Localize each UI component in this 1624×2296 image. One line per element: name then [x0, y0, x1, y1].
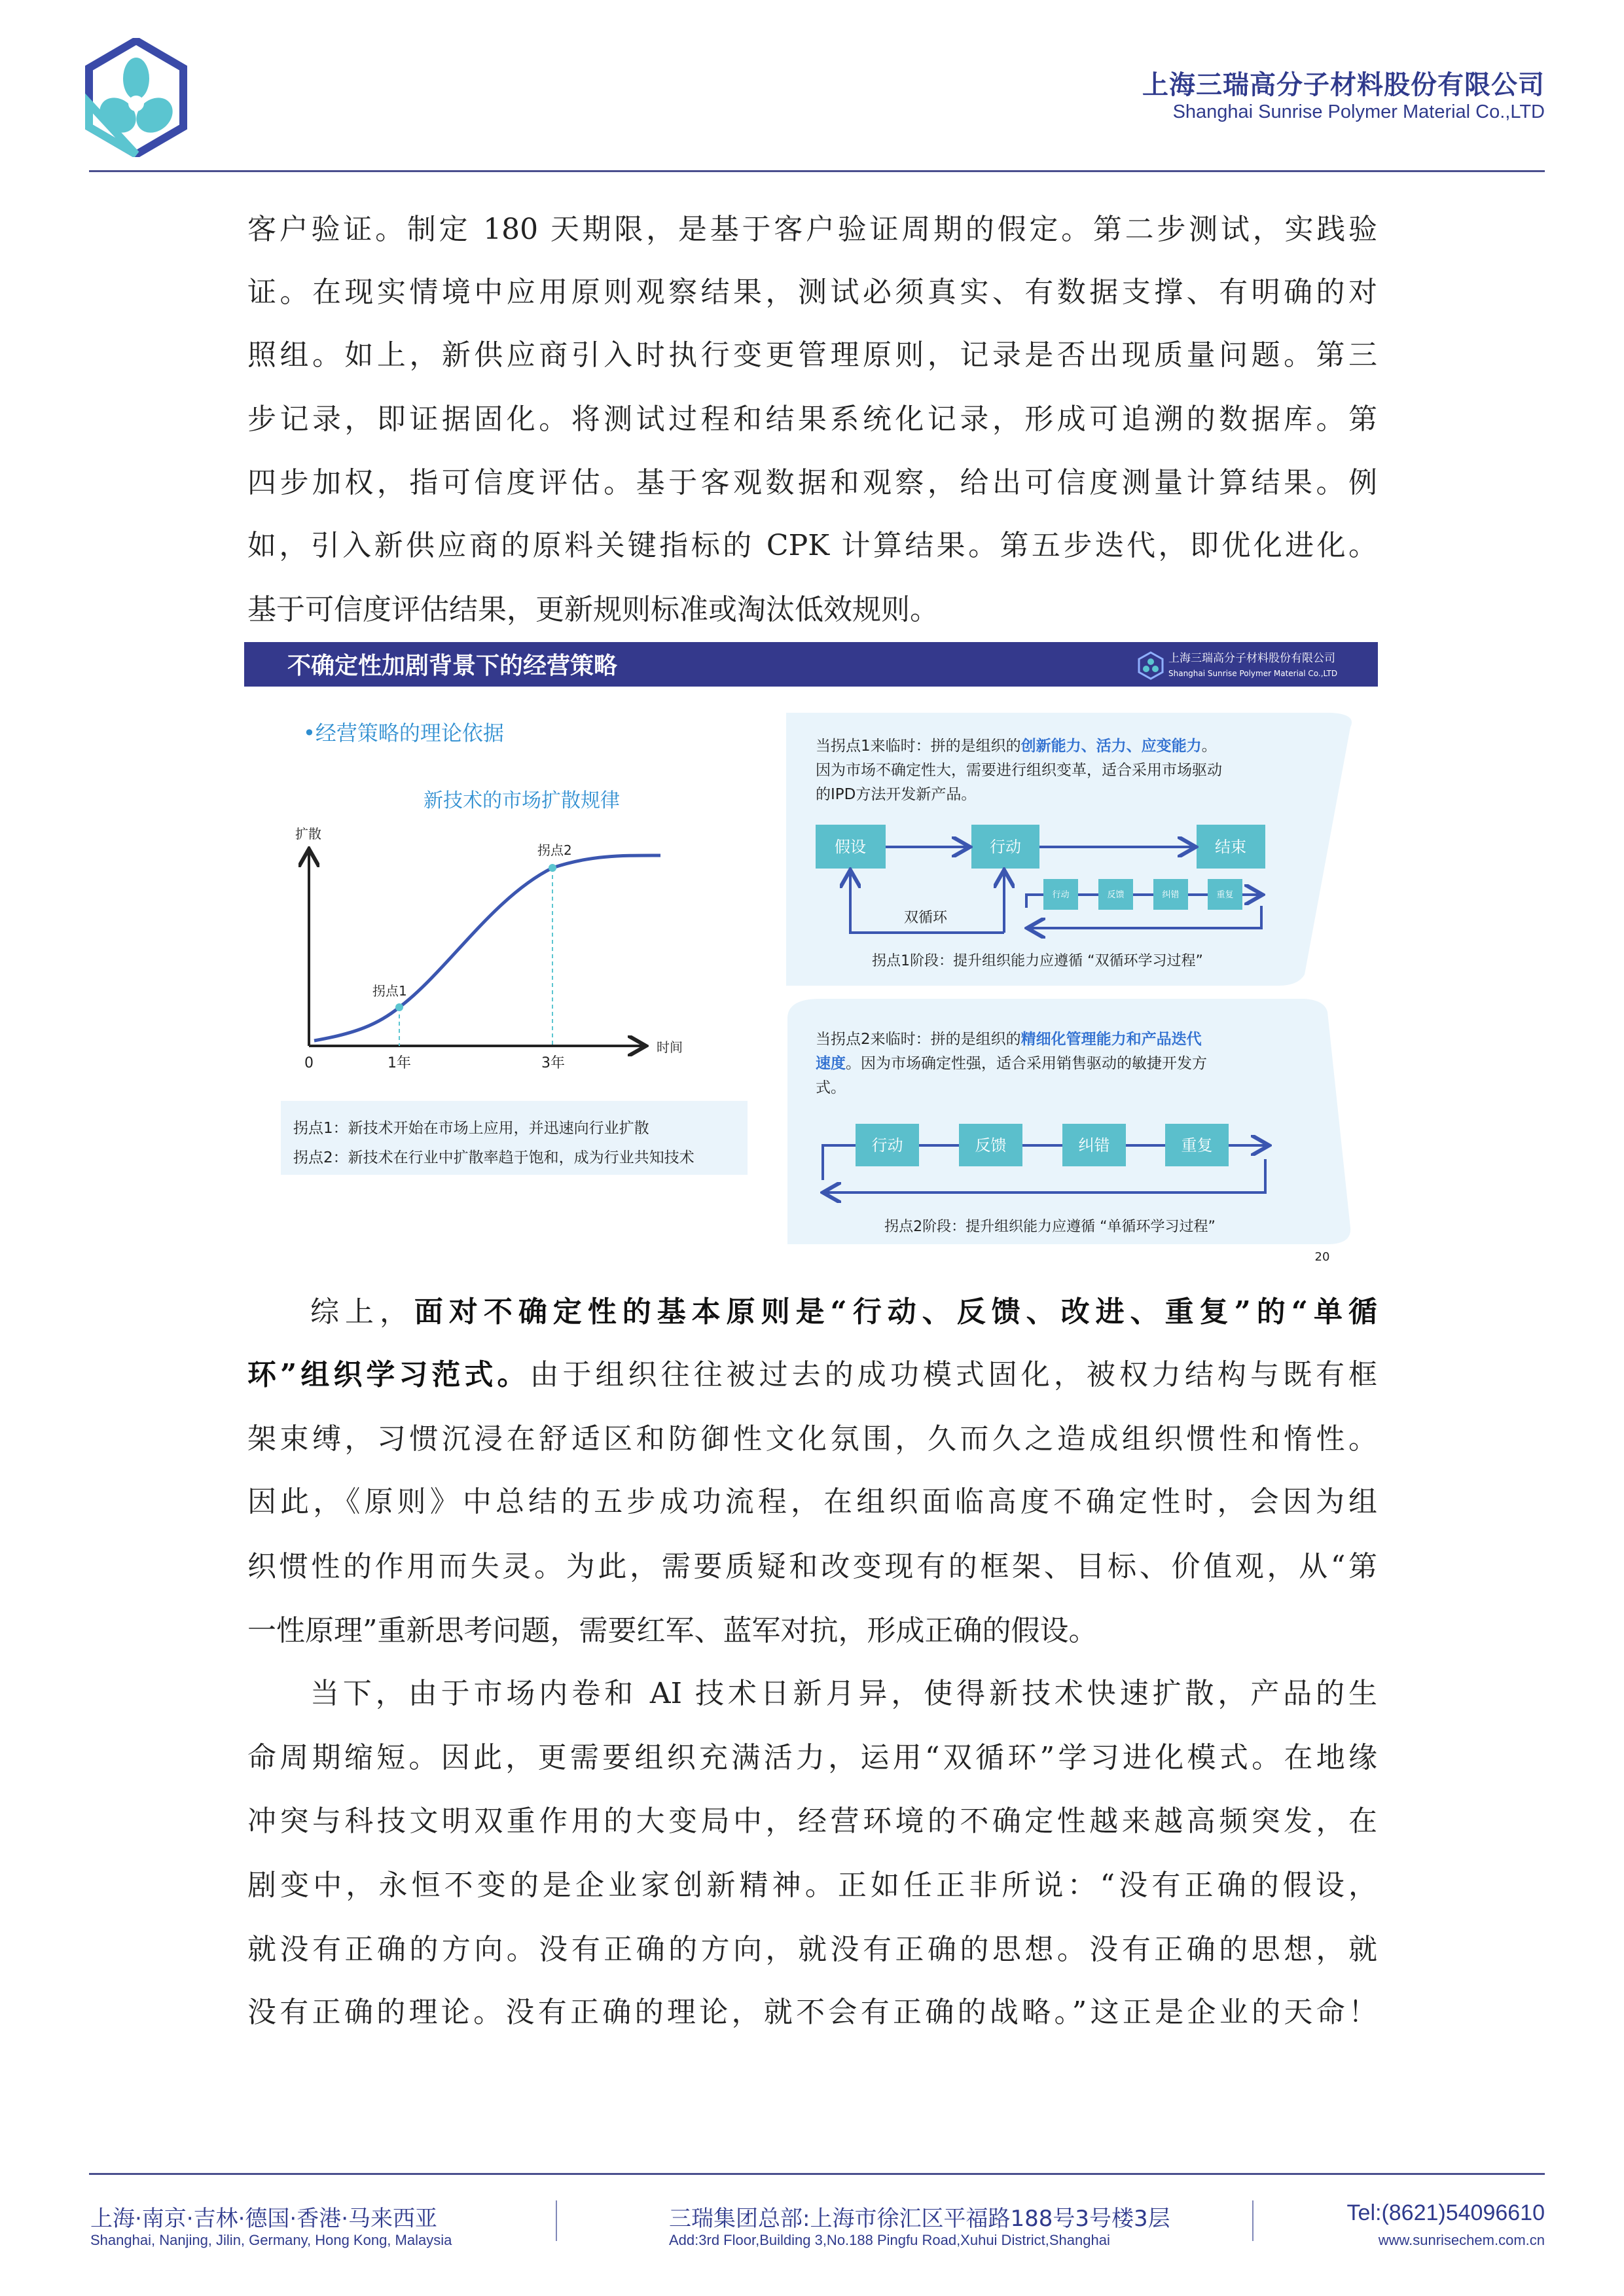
- paragraph-line: [247, 1802, 1377, 1841]
- paragraph-line: [247, 210, 1377, 249]
- text-span: 基于可信度评估结果，更新规则标准或淘汰低效规则。: [247, 593, 939, 626]
- paragraph-line: [247, 1866, 1377, 1905]
- y-axis-label: 扩散: [295, 826, 321, 842]
- footer-separator: [556, 2200, 557, 2241]
- text-span: 步记录，即证据固化。将测试过程和结果系统化记录，形成可追溯的数据库。第: [247, 403, 1377, 436]
- section-heading: •经营策略的理论依据: [303, 721, 504, 745]
- company-name-cn: 上海三瑞高分子材料股份有限公司: [1142, 70, 1545, 100]
- text-span: 冲突与科技文明双重作用的大变局中，经营环境的不确定性越来越高频突发，在: [247, 1804, 1377, 1838]
- slide-logo-en: Shanghai Sunrise Polymer Material Co.,LTD: [1168, 669, 1338, 678]
- text-span: 就没有正确的方向。没有正确的方向，就没有正确的思想。没有正确的思想，就: [247, 1933, 1377, 1966]
- chart-title: 新技术的市场扩散规律: [424, 789, 620, 812]
- text-span: 没有正确的理论。没有正确的理论，就不会有正确的战略。”这正是企业的天命！: [247, 1996, 1377, 2029]
- paragraph-line: [247, 463, 1377, 503]
- text-span: 客户验证。制定 180 天期限，是基于客户验证周期的假定。第二步测试，实践验: [247, 213, 1377, 246]
- panel2-line3: 式。: [816, 1079, 846, 1096]
- slide-page-number: 20: [1314, 1250, 1330, 1264]
- text-span: 剧变中，永恒不变的是企业家创新精神。正如任正非所说：“没有正确的假设，: [247, 1869, 1377, 1902]
- paragraph-line: [247, 1547, 1377, 1587]
- bold-text: 环”组织学习范式。: [247, 1358, 530, 1391]
- panel1-line1: 当拐点1来临时：拼的是组织的创新能力、活力、应变能力。: [816, 738, 1217, 755]
- panel1-line3: 的IPD方法开发新产品。: [816, 786, 977, 803]
- text-span: 如，引入新供应商的原料关键指标的 CPK 计算结果。第五步迭代，即优化进化。: [247, 529, 1377, 562]
- box-end-label: 结束: [1215, 838, 1246, 856]
- paragraph-line: [247, 336, 1377, 375]
- company-logo: [84, 38, 189, 157]
- paragraph-line: [247, 1482, 1377, 1522]
- paragraph-line: [247, 1420, 1377, 1459]
- panel1-line2: 因为市场不确定性大，需要进行组织变革，适合采用市场驱动: [816, 762, 1222, 779]
- loop-step-label: 纠错: [1078, 1136, 1110, 1155]
- text-span: 由于组织往往被过去的成功模式固化，被权力结构与既有框: [530, 1358, 1378, 1391]
- diffusion-curve: [314, 855, 660, 1041]
- inflection-point-2: [549, 864, 556, 872]
- loop-step-label: 反馈: [1107, 890, 1125, 901]
- origin-label: 0: [304, 1055, 314, 1071]
- paragraph-line: [310, 1293, 1377, 1332]
- footer-tel: Tel:(8621)54096610: [1346, 2200, 1545, 2225]
- x-axis-label: 时间: [657, 1039, 683, 1055]
- paragraph-line: [247, 273, 1377, 312]
- slide-logo-cn: 上海三瑞高分子材料股份有限公司: [1168, 652, 1335, 665]
- point1-label: 拐点1: [372, 983, 407, 999]
- box-assume-label: 假设: [835, 838, 866, 856]
- paragraph-line: [310, 1674, 1377, 1713]
- paragraph-line: [247, 590, 1377, 630]
- note-point1: 拐点1：新技术开始在市场上应用，并迅速向行业扩散: [293, 1120, 649, 1137]
- footer-separator: [1252, 2200, 1254, 2241]
- loop-step-label: 行动: [1052, 890, 1070, 901]
- embedded-slide: [244, 642, 1378, 1265]
- panel1-caption: 拐点1阶段：提升组织能力应遵循 “双循环学习过程”: [872, 953, 1203, 969]
- inflection-point-1: [395, 1003, 403, 1011]
- loop-step-label: 反馈: [975, 1136, 1007, 1155]
- text-span: 织惯性的作用而失灵。为此，需要质疑和改变现有的框架、目标、价值观，从“第: [247, 1550, 1377, 1583]
- bold-text: 面对不确定性的基本原则是“行动、反馈、改进、重复”的“单循: [414, 1295, 1377, 1329]
- text-span: 当下，由于市场内卷和 AI 技术日新月异，使得新技术快速扩散，产品的生: [310, 1677, 1377, 1710]
- box-action-label: 行动: [990, 838, 1021, 856]
- text-span: 四步加权，指可信度评估。基于客观数据和观察，给出可信度测量计算结果。例: [247, 466, 1377, 499]
- tick-1-year: 1年: [388, 1055, 411, 1071]
- loop-step-label: 纠错: [1162, 890, 1180, 901]
- text-span: 照组。如上，新供应商引入时执行变更管理原则，记录是否出现质量问题。第三: [247, 338, 1377, 372]
- paragraph-line: [247, 1993, 1377, 2032]
- company-name-en: Shanghai Sunrise Polymer Material Co.,LTD: [1172, 101, 1545, 122]
- paragraph-line: [247, 400, 1377, 439]
- footer-divider: [89, 2173, 1545, 2175]
- text-span: 证。在现实情境中应用原则观察结果，测试必须真实、有数据支撑、有明确的对: [247, 276, 1377, 309]
- note-point2: 拐点2：新技术在行业中扩散率趋于饱和，成为行业共知技术: [293, 1149, 695, 1166]
- footer-website[interactable]: www.sunrisechem.com.cn: [1378, 2232, 1545, 2248]
- loop-step-label: 重复: [1181, 1136, 1213, 1155]
- slide-title: 不确定性加剧背景下的经营策略: [287, 653, 618, 679]
- panel2-line1: 当拐点2来临时：拼的是组织的精细化管理能力和产品迭代: [816, 1031, 1202, 1048]
- paragraph-line: [247, 1355, 1377, 1395]
- text-span: 综上，: [310, 1295, 414, 1329]
- tick-3-year: 3年: [541, 1055, 565, 1071]
- text-span: 命周期缩短。因此，更需要组织充满活力，运用“双循环”学习进化模式。在地缘: [247, 1741, 1377, 1774]
- paragraph-line: [247, 1611, 1377, 1651]
- double-loop-label: 双循环: [903, 910, 948, 926]
- footer-cities-en: Shanghai, Nanjing, Jilin, Germany, Hong Kong, Malaysia: [90, 2232, 452, 2248]
- footer-cities-cn: 上海·南京·吉林·德国·香港·马来西亚: [90, 2206, 438, 2232]
- panel2-caption: 拐点2阶段：提升组织能力应遵循 “单循环学习过程”: [884, 1219, 1216, 1235]
- paragraph-line: [247, 1738, 1377, 1778]
- text-span: 架束缚，习惯沉浸在舒适区和防御性文化氛围，久而久之造成组织惯性和惰性。: [247, 1422, 1377, 1456]
- text-span: 因此，《原则》中总结的五步成功流程，在组织面临高度不确定性时，会因为组: [247, 1485, 1377, 1518]
- loop-step-label: 行动: [871, 1136, 903, 1155]
- paragraph-line: [247, 526, 1377, 565]
- footer-hq-cn: 三瑞集团总部:上海市徐汇区平福路188号3号楼3层: [669, 2206, 1170, 2232]
- text-span: 一性原理”重新思考问题，需要红军、蓝军对抗，形成正确的假设。: [247, 1614, 1098, 1647]
- loop-step-label: 重复: [1216, 890, 1234, 901]
- panel2-line2: 速度。因为市场确定性强，适合采用销售驱动的敏捷开发方: [816, 1055, 1207, 1072]
- point2-label: 拐点2: [537, 842, 572, 858]
- paragraph-line: [247, 1930, 1377, 1969]
- footer-hq-en: Add:3rd Floor,Building 3,No.188 Pingfu Road,Xuhui District,Shanghai: [669, 2232, 1110, 2248]
